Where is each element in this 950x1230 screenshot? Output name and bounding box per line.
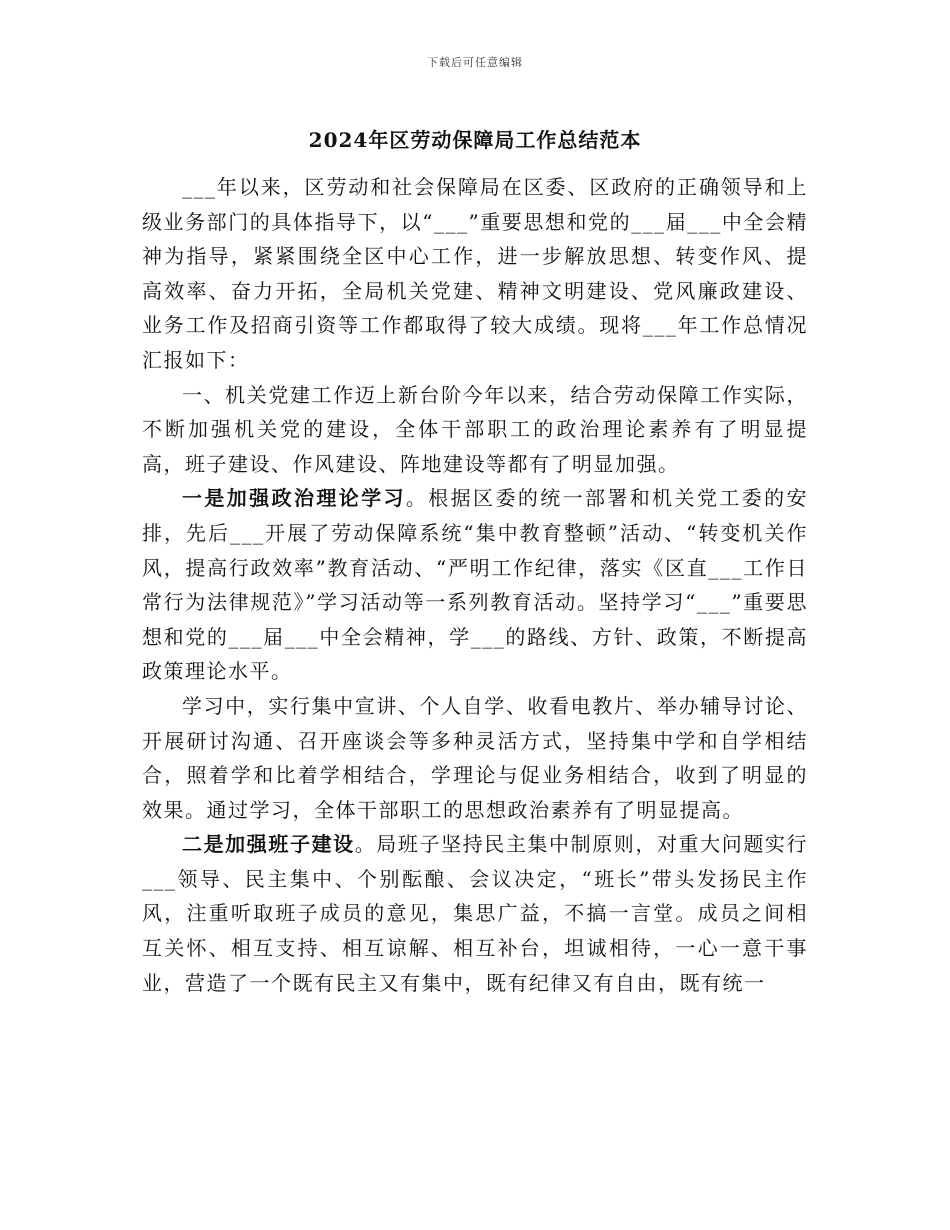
paragraph-lead: 二是加强班子建设: [182, 832, 355, 857]
paragraph-lead: 一是加强政治理论学习: [182, 486, 406, 511]
paragraph-team-building: [142, 827, 808, 1000]
paragraph-intro: [142, 170, 808, 378]
paragraph-text: 。根据区委的统一部署和机关党工委的安排，先后___开展了劳动保障系统“集中教育整顿”活动、“转变机关作风，提高行政效率”教育活动、“严明工作纪律，落实《区直___工作日常行为法律规范》”学习活动等一系列教育活动。坚持学习“___”重要思想和党的___届___中全会精神，学___的路线、方针、政策，不断提高政策理论水平。: [142, 486, 809, 684]
document-title: 2024年区劳动保障局工作总结范本: [308, 128, 642, 152]
paragraph-text: 学习中，实行集中宣讲、个人自学、收看电教片、举办辅导讨论、开展研讨沟通、召开座谈会等多种灵活方式，坚持集中学和自学相结合，照着学和比着学相结合，学理论与促业务相结合，收到了明显的效果。通过学习，全体干部职工的思想政治素养有了明显提高。: [142, 693, 808, 822]
document-body: [142, 170, 808, 1000]
paragraph-political-study: [142, 481, 808, 689]
paragraph-text: 一、机关党建工作迈上新台阶今年以来，结合劳动保障工作实际，不断加强机关党的建设，全体干部职工的政治理论素养有了明显提高，班子建设、作风建设、阵地建设等都有了明显加强。: [142, 382, 808, 476]
header-note: 下载后可任意编辑: [427, 56, 523, 69]
paragraph-party-building: [142, 378, 808, 482]
paragraph-text: ___年以来，区劳动和社会保障局在区委、区政府的正确领导和上级业务部门的具体指导下，以“___”重要思想和党的___届___中全会精神为指导，紧紧围绕全区中心工作，进一步解放思想、转变作风、提高效率、奋力开拓，全局机关党建、精神文明建设、党风廉政建设、业务工作及招商引资等工作都取得了较大成绩。现将___年工作总情况汇报如下：: [142, 175, 808, 372]
paragraph-study-methods: [142, 689, 808, 827]
paragraph-text: 。局班子坚持民主集中制原则，对重大问题实行___领导、民主集中、个别酝酿、会议决定，“班长”带头发扬民主作风，注重听取班子成员的意见，集思广益，不搞一言堂。成员之间相互关怀、相互支持、相互谅解、相互补台，坦诚相待，一心一意干事业，营造了一个既有民主又有集中，既有纪律又有自由，既有统一: [142, 832, 809, 995]
